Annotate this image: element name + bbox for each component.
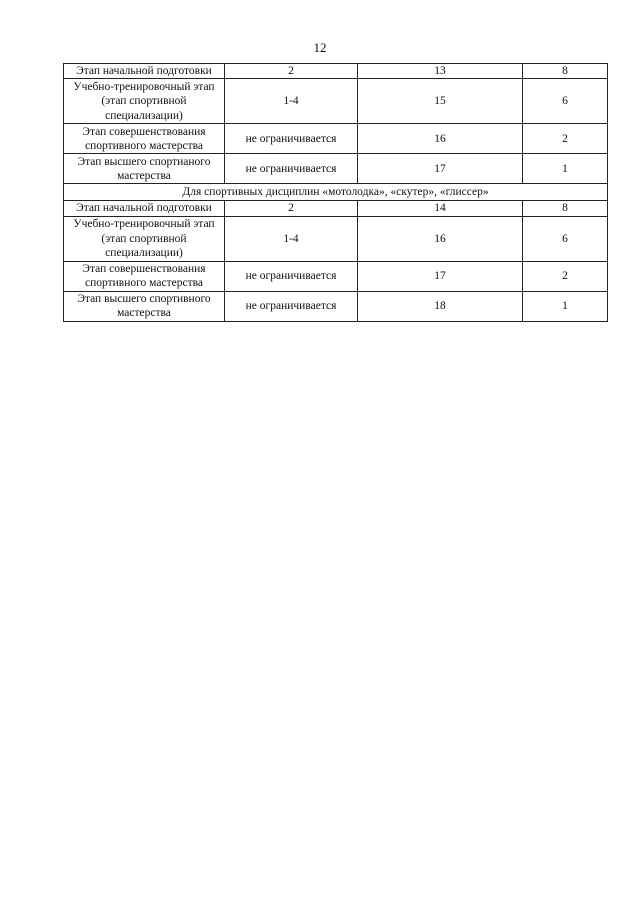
- table-row: [64, 124, 608, 154]
- stage-cell: Этап высшего спортивного мастерства: [64, 291, 225, 321]
- min-age-cell: 16: [358, 216, 523, 261]
- stage-cell: Этап начальной подготовки: [64, 201, 225, 216]
- count-cell: 8: [523, 64, 608, 79]
- min-age-cell: 14: [358, 201, 523, 216]
- count-cell: 1: [523, 291, 608, 321]
- min-age-cell: 18: [358, 291, 523, 321]
- count-cell: 8: [523, 201, 608, 216]
- count-cell: 6: [523, 79, 608, 124]
- min-age-cell: 13: [358, 64, 523, 79]
- duration-cell: не ограничивается: [225, 291, 358, 321]
- stage-cell: Учебно-тренировочный этап (этап спортивной специализации): [64, 216, 225, 261]
- training-stages-table: [63, 63, 608, 322]
- min-age-cell: 16: [358, 124, 523, 154]
- section-caption: Для спортивных дисциплин «мотолодка», «скутер», «глиссер»: [64, 184, 608, 201]
- duration-cell: не ограничивается: [225, 154, 358, 184]
- section-caption-row: [64, 184, 608, 201]
- table-row: [64, 154, 608, 184]
- duration-cell: 1-4: [225, 216, 358, 261]
- table-row: [64, 201, 608, 216]
- table-row: [64, 291, 608, 321]
- stage-cell: Этап начальной подготовки: [64, 64, 225, 79]
- table-row: [64, 261, 608, 291]
- count-cell: 2: [523, 124, 608, 154]
- table-row: [64, 64, 608, 79]
- min-age-cell: 15: [358, 79, 523, 124]
- table-row: [64, 79, 608, 124]
- duration-cell: 2: [225, 64, 358, 79]
- count-cell: 2: [523, 261, 608, 291]
- duration-cell: не ограничивается: [225, 261, 358, 291]
- count-cell: 6: [523, 216, 608, 261]
- duration-cell: 1-4: [225, 79, 358, 124]
- stage-cell: Этап высшего спортианого мастерства: [64, 154, 225, 184]
- stage-cell: Этап совершенствования спортивного мастерства: [64, 124, 225, 154]
- stage-cell: Этап совершенствования спортивного мастерства: [64, 261, 225, 291]
- count-cell: 1: [523, 154, 608, 184]
- duration-cell: не ограничивается: [225, 124, 358, 154]
- duration-cell: 2: [225, 201, 358, 216]
- min-age-cell: 17: [358, 154, 523, 184]
- table-row: [64, 216, 608, 261]
- stage-cell: Учебно-тренировочный этап (этап спортивной специализации): [64, 79, 225, 124]
- page-number: 12: [313, 40, 327, 55]
- min-age-cell: 17: [358, 261, 523, 291]
